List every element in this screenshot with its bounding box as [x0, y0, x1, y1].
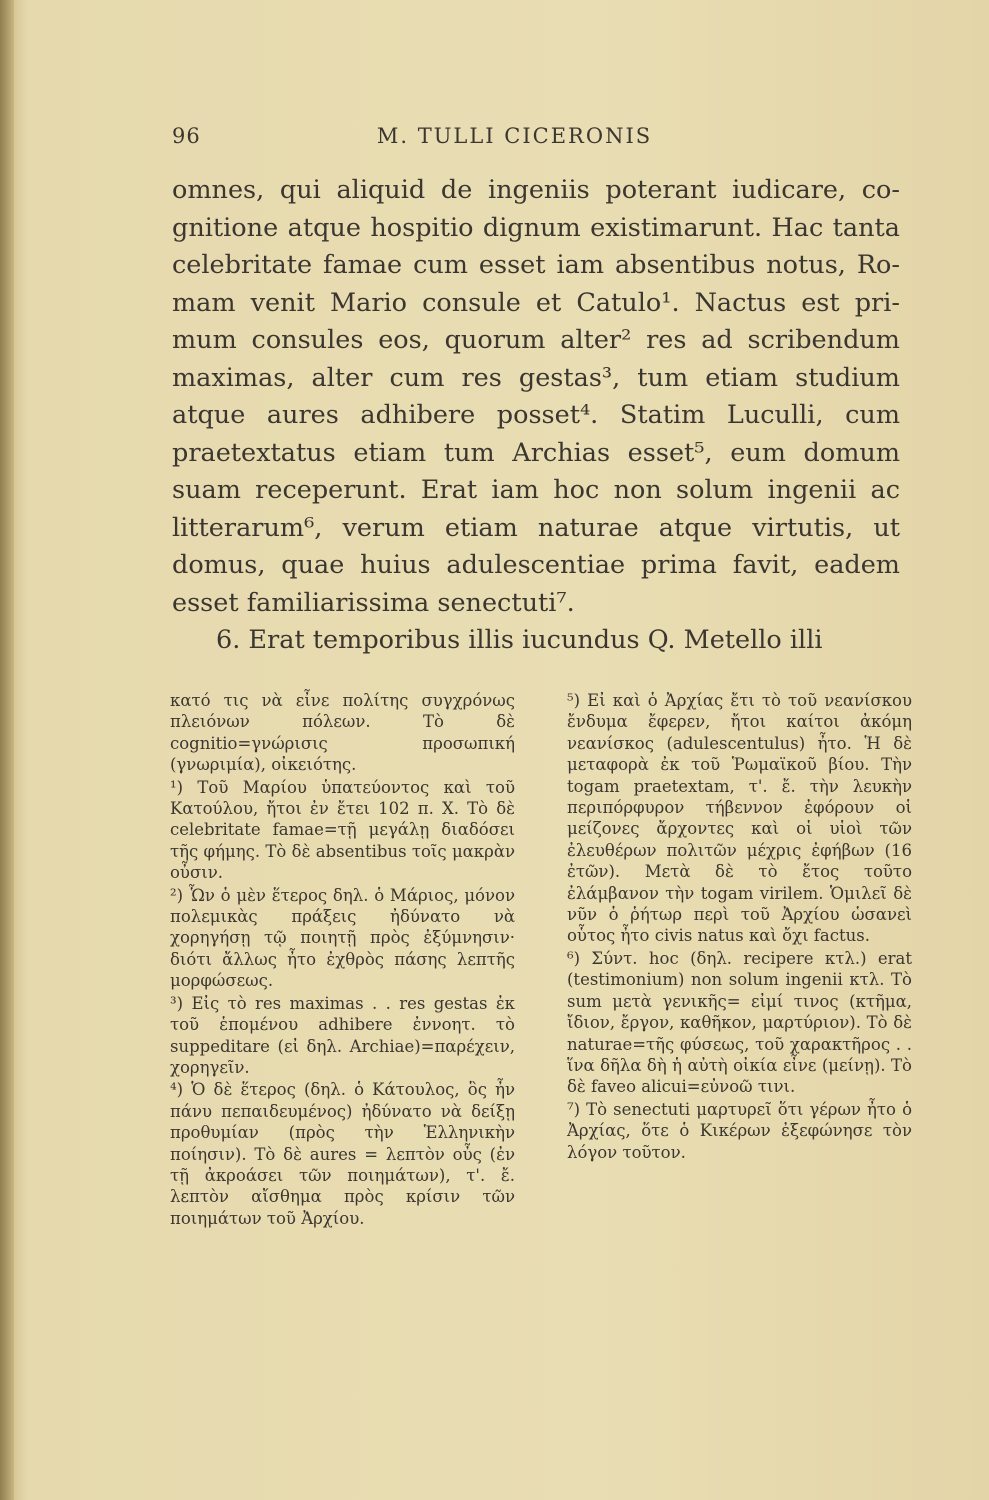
- section-6-line: 6. Erat temporibus illis iucundus Q. Metello illi: [216, 625, 823, 655]
- footnote-continuation: κατό τις νὰ εἶνε πολίτης συγχρόνως πλειόνων πόλεων. Τὸ δὲ cognitio=γνώρισις προσωπική (γνωριμία), οἰκειότης.: [170, 691, 515, 775]
- text-line: mam venit Mario consule et Catulo¹. Nactus est pri-: [172, 287, 900, 318]
- page-number: 96: [172, 124, 201, 148]
- page-binding-edge: [0, 0, 14, 1500]
- footnotes-left-column: [170, 690, 515, 1229]
- text-line: maximas, alter cum res gestas³, tum etiam studium: [172, 362, 900, 393]
- footnote-3: ³) Εἰς τὸ res maximas . . res gestas ἐκ τοῦ ἑπομένου adhibere ἐννοητ. τὸ suppeditare (εἰ δηλ. Archiae)=παρέχειν, χορηγεῖν.: [170, 993, 515, 1077]
- footnotes-right-column: [567, 690, 912, 1163]
- footnote-2: ²) Ὧν ὁ μὲν ἕτερος δηλ. ὁ Μάριος, μόνον πολεμικὰς πράξεις ἠδύνατο νὰ χορηγήσῃ τῷ ποιητῇ πρὸς ἐξύμνησιν· διότι ἄλλως ἦτο ἐχθρὸς πάσης λεπτῆς μορφώσεως.: [170, 885, 515, 991]
- text-line: atque aures adhibere posset⁴. Statim Luculli, cum: [172, 400, 900, 430]
- footnote-6: ⁶) Σύντ. hoc (δηλ. recipere κτλ.) erat (testimonium) non solum ingenii κτλ. Τὸ sum μετὰ γενικῆς= εἰμί τινος (κτῆμα, ἴδιον, ἔργον, καθῆκον, μαρτύριον). Τὸ δὲ naturae=τῆς φύσεως, τοῦ χαρακτῆρος . . ἵνα δῆλα δὴ ἡ αὐτὴ οἰκία εἶνε (μείνῃ). Τὸ δὲ faveo alicui=εὐνοῶ τινι.: [567, 948, 912, 1097]
- text-line: esset familiarissima senectuti⁷.: [172, 587, 575, 618]
- text-line: praetextatus etiam tum Archias esset⁵, eum domum: [172, 437, 900, 468]
- text-line: omnes, qui aliquid de ingeniis poterant iudicare, co-: [172, 175, 900, 205]
- text-line: celebritate famae cum esset iam absentibus notus, Ro-: [172, 250, 900, 280]
- text-line: mum consules eos, quorum alter² res ad scribendum: [172, 325, 900, 355]
- footnote-1: ¹) Τοῦ Μαρίου ὑπατεύοντος καὶ τοῦ Κατούλου, ἤτοι ἐν ἔτει 102 π. Χ. Τὸ δὲ celebritate famae=τῇ μεγάλῃ διαδόσει τῆς φήμης. Τὸ δὲ absentibus τοῖς μακρὰν οὖσιν.: [170, 777, 515, 883]
- main-text-block: [172, 172, 900, 660]
- footnote-7: ⁷) Τὸ senectuti μαρτυρεῖ ὅτι γέρων ἦτο ὁ Ἀρχίας, ὅτε ὁ Κικέρων ἐξεφώνησε τὸν λόγον τοῦτον.: [567, 1099, 912, 1162]
- text-line: gnitione atque hospitio dignum existimarunt. Hac tanta: [172, 212, 900, 243]
- running-title: M. TULLI CICERONIS: [376, 124, 653, 148]
- footnote-4: ⁴) Ὁ δὲ ἕτερος (δηλ. ὁ Κάτουλος, ὃς ἦν πάνυ πεπαιδευμένος) ἠδύνατο νὰ δείξῃ προθυμίαν (πρὸς τὴν Ἑλληνικὴν ποίησιν). Τὸ δὲ aures = λεπτὸν οὖς (ἐν τῇ ἀκροάσει τῶν ποιημάτων), τ'. ἔ. λεπτὸν αἴσθημα πρὸς κρίσιν τῶν ποιημάτων τοῦ Ἀρχίου.: [170, 1080, 515, 1228]
- text-line: domus, quae huius adulescentiae prima favit, eadem: [172, 550, 900, 580]
- text-line: suam receperunt. Erat iam hoc non solum ingenii ac: [172, 475, 900, 505]
- text-line: litterarum⁶, verum etiam naturae atque virtutis, ut: [172, 512, 900, 543]
- footnote-5: ⁵) Εἰ καὶ ὁ Ἀρχίας ἔτι τὸ τοῦ νεανίσκου ἔνδυμα ἔφερεν, ἤτοι καίτοι ἀκόμη νεανίσκος (adulescentulus) ἦτο. Ἡ δὲ μεταφορὰ ἐκ τοῦ Ῥωμαϊκοῦ βίου. Τὴν togam praetextam, τ'. ἔ. τὴν λευκὴν περιπόρφυρον τήβεννον ἐφόρουν οἱ μείζονες ἄρχοντες καὶ οἱ υἱοὶ τῶν ἐλευθέρων πολιτῶν μέχρις ἐφήβων (16 ἐτῶν). Μετὰ δὲ τὸ ἔτος τοῦτο ἐλάμβανον τὴν togam virilem. Ὁμιλεῖ δὲ νῦν ὁ ῥήτωρ περὶ τοῦ Ἀρχίου ὡσανεὶ οὗτος ἦτο civis natus καὶ ὄχι factus.: [567, 691, 912, 946]
